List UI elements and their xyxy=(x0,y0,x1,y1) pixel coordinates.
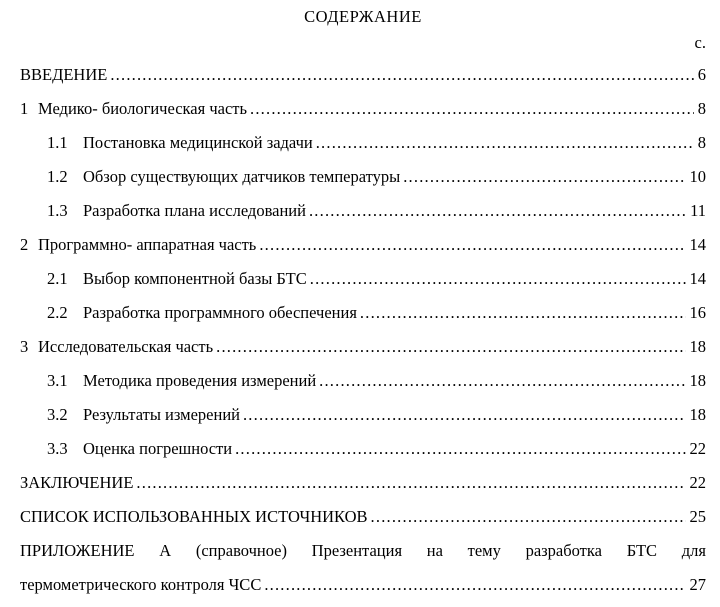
toc-entry-conclusion[interactable] xyxy=(20,466,706,500)
dot-leader xyxy=(235,432,685,466)
page-column-label: с. xyxy=(694,33,706,52)
dot-leader xyxy=(360,296,686,330)
toc-entry-section-1-1[interactable] xyxy=(20,126,706,160)
toc-entry-section-2-2[interactable] xyxy=(20,296,706,330)
toc-entry-number: 1.1 xyxy=(47,133,68,152)
dot-leader xyxy=(250,92,694,126)
toc-entry-number: 3.1 xyxy=(47,371,68,390)
dot-leader xyxy=(371,500,686,534)
toc-entry-page: 8 xyxy=(697,133,706,152)
dot-leader xyxy=(259,228,685,262)
toc-entry-number: 1.2 xyxy=(47,167,68,186)
toc-entry-number: 1.3 xyxy=(47,201,68,220)
toc-entry-number: 2.2 xyxy=(47,303,68,322)
toc-entry-section-3-3[interactable] xyxy=(20,432,706,466)
toc-entry-title: ВВЕДЕНИЕ xyxy=(20,65,108,84)
toc-entry-title: СПИСОК ИСПОЛЬЗОВАННЫХ ИСТОЧНИКОВ xyxy=(20,507,368,526)
toc-entry-title: Разработка плана исследований xyxy=(83,201,306,220)
toc-entry-number: 2 xyxy=(20,235,29,254)
toc-entry-section-3-1[interactable] xyxy=(20,364,706,398)
toc-entry-page: 22 xyxy=(689,473,706,492)
toc-entry-appendix-line1[interactable]: ПРИЛОЖЕНИЕ А (справочное) Презентация на тему разработка БТС для xyxy=(20,541,706,560)
toc-entry-section-1-3[interactable] xyxy=(20,194,706,228)
dot-leader xyxy=(216,330,685,364)
toc-entry-number: 3.3 xyxy=(47,439,68,458)
toc-entry-section-1[interactable] xyxy=(20,92,706,126)
toc-entry-title: Постановка медицинской задачи xyxy=(83,133,313,152)
dot-leader xyxy=(136,466,685,500)
toc-entry-title: ЗАКЛЮЧЕНИЕ xyxy=(20,473,134,492)
dot-leader xyxy=(309,194,686,228)
toc-entry-title: Обзор существующих датчиков температуры xyxy=(83,167,401,186)
toc-entry-page: 18 xyxy=(689,337,706,356)
toc-entry-title: Оценка погрешности xyxy=(83,439,233,458)
dot-leader xyxy=(243,398,686,432)
toc-entry-title: Разработка программного обеспечения xyxy=(83,303,357,322)
toc-entry-page: 16 xyxy=(689,303,706,322)
toc-entry-page: 22 xyxy=(689,439,706,458)
toc-entry-section-3[interactable] xyxy=(20,330,706,364)
toc-entry-page: 14 xyxy=(689,235,706,254)
toc-entry-page: 10 xyxy=(689,167,706,186)
toc-entry-title: Результаты измерений xyxy=(83,405,240,424)
toc-entry-section-3-2[interactable] xyxy=(20,398,706,432)
toc-entry-title: Методика проведения измерений xyxy=(83,371,317,390)
toc-entry-references[interactable] xyxy=(20,500,706,534)
toc-entry-appendix-line2[interactable] xyxy=(20,568,706,602)
toc-entry-title: Исследовательская часть xyxy=(38,337,214,356)
toc-entry-title: Медико- биологическая часть xyxy=(38,99,248,118)
toc-entry-page: 11 xyxy=(690,201,706,220)
toc-entry-number: 2.1 xyxy=(47,269,68,288)
toc-entry-page: 18 xyxy=(689,371,706,390)
toc-entry-section-2[interactable] xyxy=(20,228,706,262)
dot-leader xyxy=(310,262,686,296)
toc-entry-number: 1 xyxy=(20,99,29,118)
dot-leader xyxy=(264,568,685,602)
dot-leader xyxy=(319,364,685,398)
toc-entry-page: 27 xyxy=(689,575,706,594)
dot-leader xyxy=(316,126,694,160)
toc-entry-number: 3.2 xyxy=(47,405,68,424)
toc-entry-page: 18 xyxy=(689,405,706,424)
toc-entry-page: 25 xyxy=(689,507,706,526)
toc-entry-page: 14 xyxy=(689,269,706,288)
toc-entry-section-1-2[interactable] xyxy=(20,160,706,194)
toc-entry-section-2-1[interactable] xyxy=(20,262,706,296)
toc-entry-number: 3 xyxy=(20,337,29,356)
toc-entry-page: 6 xyxy=(697,65,706,84)
toc-entry-page: 8 xyxy=(697,99,706,118)
page-title: СОДЕРЖАНИЕ xyxy=(304,7,422,26)
toc-entry-title: Выбор компонентной базы БТС xyxy=(83,269,307,288)
toc-entry-title: Программно- аппаратная часть xyxy=(38,235,257,254)
dot-leader xyxy=(403,160,685,194)
toc-entry-introduction[interactable] xyxy=(20,58,706,92)
dot-leader xyxy=(110,58,693,92)
toc-entry-title: термометрического контроля ЧСС xyxy=(20,575,262,594)
